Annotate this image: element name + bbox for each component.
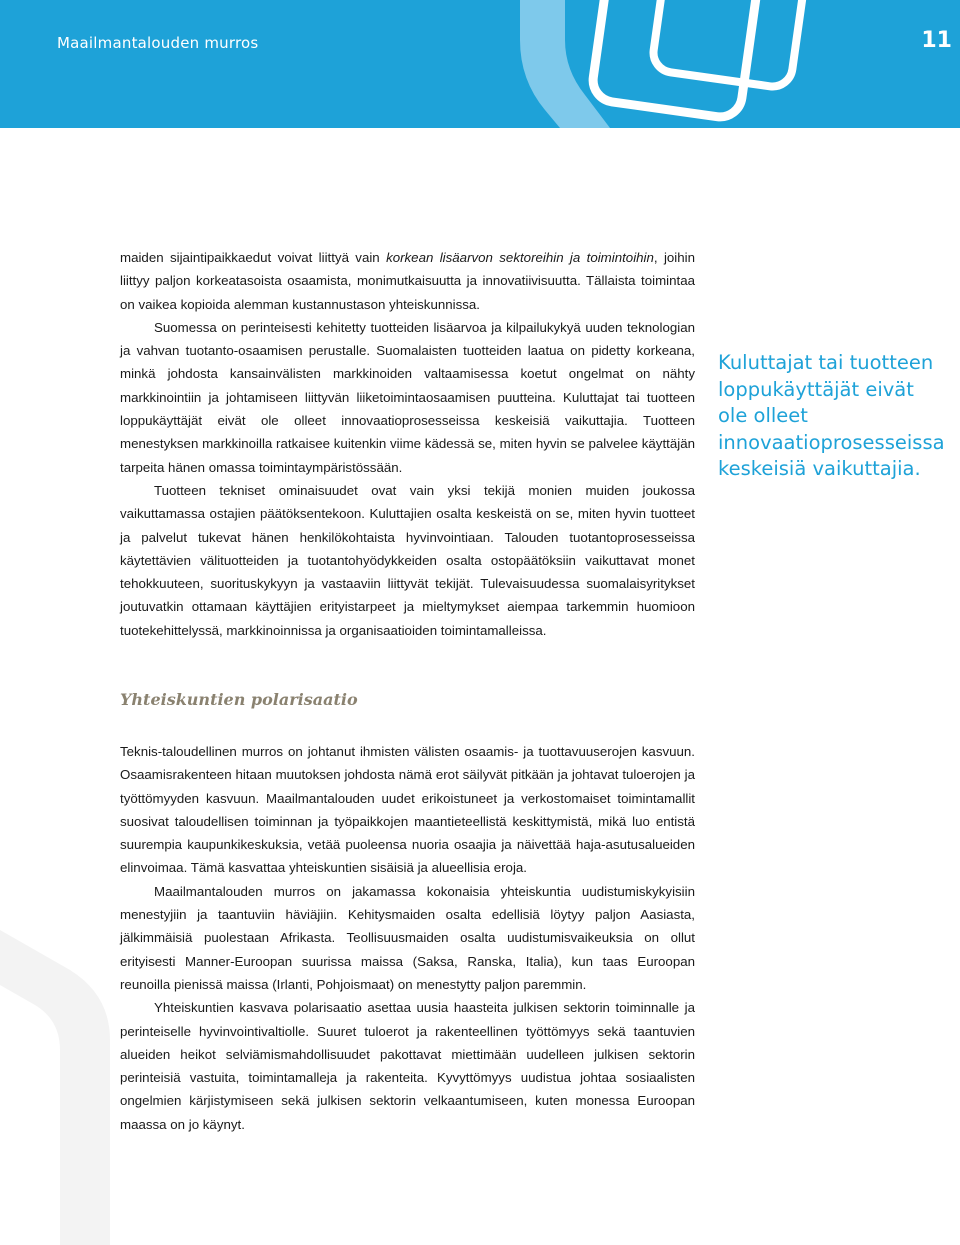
p1-text-a: maiden sijaintipaikkaedut voivat liittyä vain bbox=[120, 250, 387, 265]
section-paragraph-2: Maailmantalouden murros on jakamassa kokonaisia yhteiskuntia uudistumiskykyisiin menestyjiin ja taantuviin häviäjiin. Kehitysmaiden osalta edellisiä löytyy paljon Aasiasta, jälkimmäisiä puolestaan Afrikasta. Teollisuusmaiden osalta uudistumisvaikeuksia on ollut erityisesti Manner-Euroopan suurissa maissa (Saksa, Ranska, Italia), kun taas Euroopan reunoilla pienissä maissa (Irlanti, Pohjoismaat) on menestytty paljon paremmin. bbox=[120, 883, 695, 992]
paragraph-1 bbox=[120, 246, 695, 316]
section-body bbox=[120, 740, 695, 1136]
p1-emphasis: korkean lisäarvon sektoreihin ja toimintoihin bbox=[386, 250, 654, 265]
section-heading: Yhteiskuntien polarisaatio bbox=[120, 690, 358, 709]
section-paragraph-1: Teknis-taloudellinen murros on johtanut ihmisten välisten osaamis- ja tuottavuuserojen kasvuun. Osaamisrakenteen hitaan muutoksen johdosta nämä erot säilyvät pitkään ja johtavat tuloerojen ja työttömyyden kasvuun. Maailmantalouden uudet erikoistuneet ja verkostomaiset toimintamallit suosivat taloudellisen toiminnan ja työpaikkojen maantieteellistä keskittymistä, mikä luo entistä suurempia kaupunkikeskuksia, vetää puoleensa nuoria osaajia ja näivettää haja-asutusalueiden elinvoimaa. Tämä kasvattaa yhteiskuntien sisäisiä ja alueellisia eroja. bbox=[120, 744, 695, 876]
page-number: 11 bbox=[921, 28, 952, 53]
header-decoration bbox=[0, 0, 960, 128]
paragraph-2: Suomessa on perinteisesti kehitetty tuotteiden lisäarvoa ja kilpailukykyä uuden teknologian ja vahvan tuotanto-osaamisen perustalle. Suomalaisten tuotteiden laatua on pidetty korkeana, minkä johdosta kansainvälisten markkinoiden valtaamisessa koetut ongelmat on nähty markkinointiin ja johtamiseen liittyvän liiketoimintaosaamisen puutteina. Kuluttajat tai tuotteen loppukäyttäjät eivät ole olleet innovaatioprosesseissa keskeisiä vaikuttajia. Tuotteen menestyksen markkinoilla ratkaisee kuitenkin viime kädessä se, miten hyvin se palvelee käyttäjän tarpeita hänen omassa toimintaympäristössään. bbox=[120, 319, 695, 475]
section-paragraph-3: Yhteiskuntien kasvava polarisaatio asettaa uusia haasteita julkisen sektorin toiminnalle ja perinteiselle hyvinvointivaltiolle. Suuret tuloerot ja rakenteellinen työttömyys sekä taantuvien alueiden heikot selviämismahdollisuudet pakottavat miettimään uudelleen julkisen sektorin perinteisiä vastuita, toimintamalleja ja rakenteita. Kyvyttömyys uudistua johtaa sosiaalisten ongelmien kärjistymiseen sekä julkisen sektorin velkaantumiseen, kuten monessa Euroopan maassa on jo käynyt. bbox=[120, 1000, 695, 1132]
paragraph-3: Tuotteen tekniset ominaisuudet ovat vain yksi tekijä monien muiden joukossa vaikuttamassa ostajien päätöksentekoon. Kuluttajien osalta keskeistä on se, miten hyvin tuotteet ja palvelut tukevat hänen henkilökohtaista hyvinvointiaan. Talouden tuotantoprosesseissa käytettävien välituotteiden ja tuotantohyödykkeiden osalta ostopäätöksiin vaikuttavat monet tehokkuuteen, suorituskykyyn ja vastaaviin liittyvät tekijät. Tulevaisuudessa suomalaisyritykset joutuvatkin ottamaan käyttäjien erityistarpeet ja mieltymykset aiempaa tarkemmin huomioon tuotekehittelyssä, markkinoinnissa ja organisaatioiden toimintamalleissa. bbox=[120, 482, 695, 638]
p1-text-b: , joihin liittyy paljon korkeatasoista osaamista, monimutkaisuutta ja innovatiivisuutta. Tällaista toimintaa on vaikea kopioida alemman kustannustason yhteiskunnissa. bbox=[120, 250, 695, 312]
body-text bbox=[120, 246, 695, 642]
running-title: Maailmantalouden murros bbox=[57, 34, 259, 52]
pull-quote: Kuluttajat tai tuotteen loppukäyttäjät eivät ole olleet innovaatioprosesseissa keskeisiä vaikuttajia. bbox=[718, 351, 945, 480]
header-band bbox=[0, 0, 960, 128]
